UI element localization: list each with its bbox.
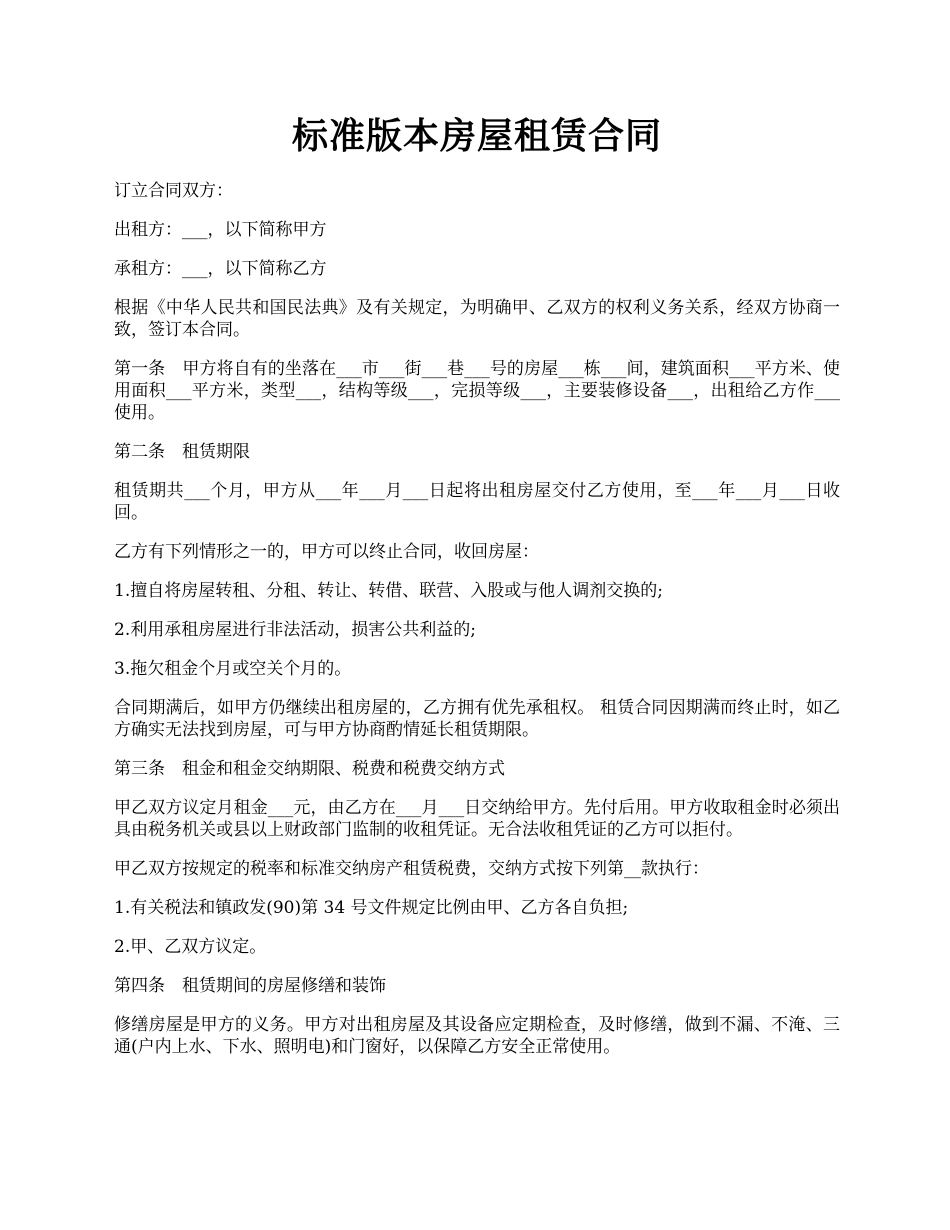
paragraph-article-2-heading: 第二条 租赁期限 (114, 442, 250, 462)
document-title: 标准版本房屋租赁合同 (291, 115, 662, 157)
paragraph-article-1: 第一条 甲方将自有的坐落在___市___街___巷___号的房屋___栋___间，建筑面积___平方米、使用面积___平方米，类型___，结构等级___，完损等级___，主要装修设备___，出租给乙方作___使用。 (114, 359, 840, 423)
paragraph-rent: 甲乙双方议定月租金___元，由乙方在___月___日交纳给甲方。先付后用。甲方收取租金时必须出具由税务机关或县以上财政部门监制的收租凭证。无合法收租凭证的乙方可以拒付。 (114, 798, 840, 840)
document-page (114, 0, 840, 1075)
paragraph-termination-item-3: 3.拖欠租金个月或空关个月的。 (114, 659, 352, 679)
paragraph-article-4-heading: 第四条 租赁期间的房屋修缮和装饰 (114, 976, 386, 996)
paragraph-article-3-heading: 第三条 租金和租金交纳期限、税费和税费交纳方式 (114, 759, 505, 779)
paragraph-lessee: 承租方：___，以下简称乙方 (114, 259, 327, 279)
paragraph-termination-item-1: 1.擅自将房屋转租、分租、转让、转借、联营、入股或与他人调剂交换的; (114, 581, 663, 601)
paragraph-tax-item-2: 2.甲、乙双方议定。 (114, 937, 267, 957)
paragraph-tax: 甲乙双方按规定的税率和标准交纳房产租赁税费，交纳方式按下列第__款执行： (114, 859, 709, 879)
paragraph-lease-term: 租赁期共___个月，甲方从___年___月___日起将出租房屋交付乙方使用，至___年___月___日收回。 (114, 481, 840, 523)
paragraph-preamble: 根据《中华人民共和国民法典》及有关规定，为明确甲、乙双方的权利义务关系，经双方协商一致，签订本合同。 (114, 298, 840, 340)
paragraph-termination-intro: 乙方有下列情形之一的，甲方可以终止合同，收回房屋： (114, 542, 539, 562)
paragraph-repairs: 修缮房屋是甲方的义务。甲方对出租房屋及其设备应定期检查，及时修缮，做到不漏、不淹、三通(户内上水、下水、照明电)和门窗好，以保障乙方安全正常使用。 (114, 1015, 840, 1057)
document-body (114, 180, 840, 1058)
paragraph-tax-item-1: 1.有关税法和镇政发(90)第 34 号文件规定比例由甲、乙方各自负担; (114, 898, 629, 918)
paragraph-lessor: 出租方：___，以下简称甲方 (114, 220, 327, 240)
paragraph-parties-heading: 订立合同双方： (114, 181, 233, 201)
paragraph-termination-item-2: 2.利用承租房屋进行非法活动，损害公共利益的; (114, 620, 476, 640)
paragraph-renewal: 合同期满后，如甲方仍继续出租房屋的，乙方拥有优先承租权。 租赁合同因期满而终止时，如乙方确实无法找到房屋，可与甲方协商酌情延长租赁期限。 (114, 698, 840, 740)
